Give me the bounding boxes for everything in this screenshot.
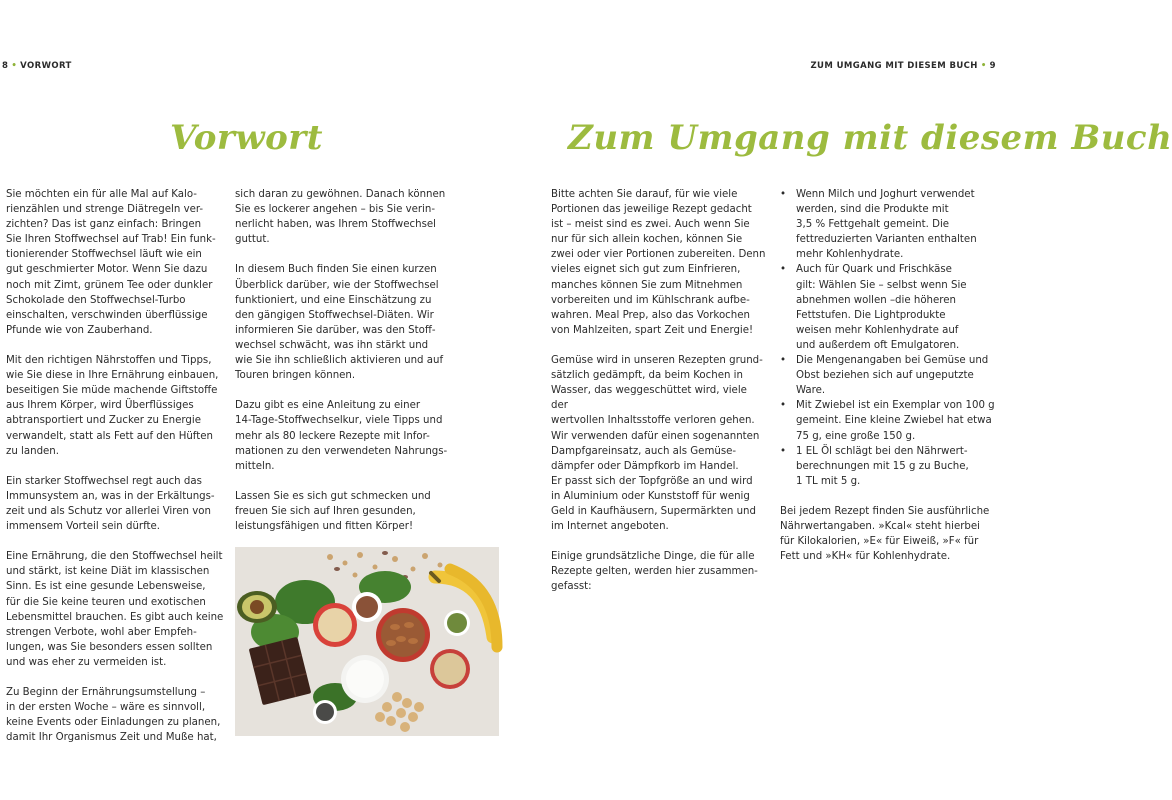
chia-seeds-bowl — [313, 700, 337, 724]
page-title-zum-umgang: Zum Umgang mit diesem Buch — [568, 118, 1172, 158]
paragraph: In diesem Buch finden Sie einen kurzen Überblick darüber, wie der Stoffwechsel funktioniert, und eine Einschätzung zu den gängigen Stoffwechsel-Diäten. Wir informieren Sie darüber, was den Stoff- wechsel schwächt, was ihn stärkt und wie Sie ihn schließlich aktivieren und auf Touren bringen können. — [235, 264, 444, 382]
list-item — [780, 398, 995, 443]
paragraph: Mit den richtigen Nährstoffen und Tipps, wie Sie diese in Ihre Ernährung einbauen, beseitigen Sie müde machende Giftstoffe aus Ihrem Körper, wird Überflüssiges abtransportiert und Zucker zu Energie verwandelt, statt als Fett auf den Hüften zu landen. — [6, 355, 219, 457]
paragraph: sich daran zu gewöhnen. Danach können Sie es lockerer angehen – bis Sie verin- nerlicht haben, was Ihrem Stoffwechsel guttut. — [235, 189, 446, 246]
pumpkin-seeds-bowl — [444, 610, 470, 636]
food-illustration — [235, 547, 499, 736]
umgang-column-2 — [780, 187, 995, 564]
list-item-text: Wenn Milch und Joghurt verwendet werden, sind die Produkte mit 3,5 % Fettgehalt gemeint. Die fettreduzierten Varianten enthalten mehr Kohlenhydrate. — [796, 189, 977, 261]
list-item — [780, 353, 995, 398]
paragraph: Einige grundsätzliche Dinge, die für alle Rezepte gelten, werden hier zusammen- gefasst: — [551, 551, 758, 593]
paragraph: Bitte achten Sie darauf, für wie viele Portionen das jeweilige Rezept gedacht ist – meist sind es zwei. Auch wenn Sie nur für sich allein kochen, können Sie zwei oder vier Portionen zubereiten. Denn vieles eignet sich gut zum Einfrieren, manches können Sie zum Mitnehmen vorbereiten und im Kühlschrank aufbe- wahren. Meal Prep, also das Vorkochen von Mahlzeiten, spart Zeit und Energie! — [551, 189, 766, 336]
right-page — [500, 0, 1172, 800]
list-item — [780, 444, 995, 489]
separator-dot: • — [980, 61, 987, 71]
bullet-mark: • — [780, 400, 787, 412]
avocado — [237, 591, 277, 623]
bullet-mark: • — [780, 445, 787, 457]
page-number-right: 9 — [989, 61, 996, 71]
closing-paragraph: Bei jedem Rezept finden Sie ausführliche Nährwertangaben. »Kcal« steht hierbei für Kilokalorien, »E« für Eiweiß, »F« für Fett und »KH« für Kohlenhydrate. — [780, 505, 990, 563]
running-head-right — [810, 61, 996, 71]
page-number-left: 8 — [2, 61, 9, 71]
healthy-food-photo — [235, 547, 499, 736]
cocoa-bowl — [352, 592, 382, 622]
list-item-text: Mit Zwiebel ist ein Exemplar von 100 g gemeint. Eine kleine Zwiebel hat etwa 75 g, eine große 150 g. — [796, 400, 995, 442]
paragraph: Sie möchten ein für alle Mal auf Kalo- rienzählen und strenge Diätregeln ver- zichten? Das ist ganz einfach: Bringen Sie Ihren Stoffwechsel auf Trab! Ein funk- tionierender Stoffwechsel läuft wie ein gut geschmierter Motor. Wenn Sie dazu noch mit Zimt, grünem Tee oder dunkler Schokolade den Stoffwechsel-Turbo einschalten, verschwinden überflüssige Pfunde wie von Zauberhand. — [6, 189, 216, 336]
oats-bowl — [313, 603, 357, 647]
paragraph: Ein starker Stoffwechsel regt auch das Immunsystem an, was in der Erkältungs- zeit und als Schutz vor allerlei Viren von immensem Vorteil sein dürfte. — [6, 475, 215, 533]
bullet-mark: • — [780, 355, 787, 367]
page-title-vorwort: Vorwort — [170, 118, 323, 158]
almonds-bowl — [376, 608, 430, 662]
paragraph: Gemüse wird in unseren Rezepten grund- sätzlich gedämpft, da beim Kochen in Wasser, das weggeschüttet wird, viele der wertvollen Inhaltsstoffe verloren gehen. Wir verwenden dafür einen sogenannten Dampfgareinsatz, auch als Gemüse- dämpfer oder Dämpfkorb im Handel. Er passt sich der Topfgröße an und wird in Aluminium oder Kunststoff für wenig Geld in Kaufhäusern, Supermärkten und im Internet angeboten. — [551, 355, 763, 533]
paragraph: Dazu gibt es eine Anleitung zu einer 14-Tage-Stoffwechselkur, viele Tipps und mehr als 80 leckere Rezepte mit Infor- mationen zu den verwendeten Nahrungs- mitteln. — [235, 400, 448, 472]
yogurt-bowl — [341, 655, 389, 703]
vorwort-column-1 — [6, 187, 226, 745]
list-item-text: 1 EL Öl schlägt bei den Nährwert- berechnungen mit 15 g zu Buche, 1 TL mit 5 g. — [796, 445, 969, 487]
paragraph: Lassen Sie es sich gut schmecken und freuen Sie sich auf Ihren gesunden, leistungsfähigen und fitten Körper! — [235, 490, 431, 533]
vorwort-column-2 — [235, 187, 460, 534]
list-item — [780, 187, 995, 262]
running-head-title-left: VORWORT — [20, 61, 72, 71]
separator-dot: • — [11, 61, 18, 71]
left-page — [0, 0, 500, 800]
paragraph: Eine Ernährung, die den Stoffwechsel heilt und stärkt, ist keine Diät im klassischen Sinn. Es ist eine gesunde Lebensweise, für die Sie keine teuren und exotischen Lebensmittel brauchen. Es gibt auch keine strengen Verbote, wohl aber Empfeh- lungen, was Sie besonders essen sollten und was eher zu vermeiden ist. — [6, 551, 224, 668]
bullet-list — [780, 187, 995, 489]
bullet-mark: • — [780, 264, 787, 276]
umgang-column-1 — [551, 187, 766, 595]
quinoa-bowl — [430, 649, 470, 689]
list-item-text: Auch für Quark und Frischkäse gilt: Wählen Sie – selbst wenn Sie abnehmen wollen –die höheren Fettstufen. Die Lightprodukte weisen mehr Kohlenhydrate auf und außerdem oft Emulgatoren. — [796, 264, 967, 351]
list-item-text: Die Mengenangaben bei Gemüse und Obst beziehen sich auf ungeputzte Ware. — [796, 355, 989, 397]
bullet-mark: • — [780, 189, 787, 200]
list-item — [780, 262, 995, 353]
running-head-left — [2, 61, 72, 71]
paragraph: Zu Beginn der Ernährungsumstellung – in der ersten Woche – wäre es sinnvoll, keine Events oder Einladungen zu planen, damit Ihr Organismus Zeit und Muße hat, — [6, 687, 221, 744]
running-head-title-right: ZUM UMGANG MIT DIESEM BUCH — [810, 61, 978, 71]
